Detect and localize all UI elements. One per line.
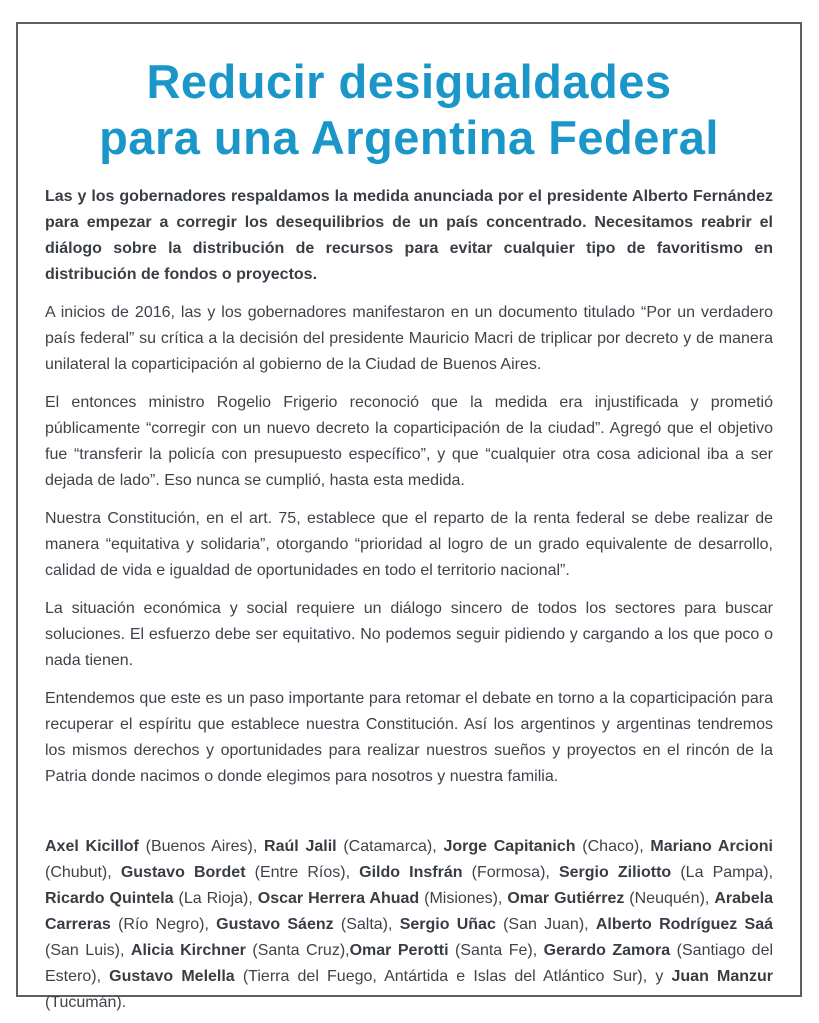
paragraph-entendemos: Entendemos que este es un paso importante para retomar el debate en torno a la coparticipación para recuperar el espíritu que establece nuestra Constitución. Así los argentinos y argentinas tendremos los mismos derechos y oportunidades para realizar nuestros sueños y proyectos en el rincón de la Patria donde nacimos o donde elegimos para nosotros y nuestra familia. [45, 690, 773, 785]
paragraph-intro: Las y los gobernadores respaldamos la medida anunciada por el presidente Alberto Fernández para empezar a corregir los desequilibrios de un país concentrado. Necesitamos reabrir el diálogo sobre la distribución de recursos para evitar cualquier tipo de favoritismo en distribución de fondos o proyectos. [45, 188, 773, 283]
signatory-name: Arabela Carreras [45, 890, 774, 933]
document-title-line1: Reducir desigualdades [146, 55, 672, 108]
signatory-name: Gustavo Melella [109, 968, 235, 985]
signatory-name: Omar Perotti [349, 942, 449, 959]
document-page [16, 22, 802, 1011]
paragraph-constitucion: Nuestra Constitución, en el art. 75, establece que el reparto de la renta federal se debe realizar de manera “equitativa y solidaria”, otorgando “prioridad al logro de un grado equivalente de desarrollo, calidad de vida e igualdad de oportunidades en todo el territorio nacional”. [45, 510, 773, 579]
paragraph-situacion: La situación económica y social requiere un diálogo sincero de todos los sectores para buscar soluciones. El esfuerzo debe ser equitativo. No podemos seguir pidiendo y cargando a los que poco o nada tienen. [45, 600, 773, 669]
signatory-name: Mariano Arcioni [650, 838, 773, 855]
signatory-name: Gildo Insfrán [359, 864, 463, 881]
signatory-name: Alberto Rodríguez Saá [595, 916, 773, 933]
signatory-name: Oscar Herrera Ahuad [257, 890, 420, 907]
signatories-paragraph: Axel Kicillof (Buenos Aires), Raúl Jalil (Catamarca), Jorge Capitanich (Chaco), Mariano Arcioni (Chubut), Gustavo Bordet (Entre Ríos), Gildo Insfrán (Formosa), Sergio Ziliotto (La Pampa), Ricardo Quintela (La Rioja), Oscar Herrera Ahuad (Misiones), Omar Gutiérrez (Neuquén), Arabela Carreras (Río Negro), Gustavo Sáenz (Salta), Sergio Uñac (San Juan), Alberto Rodríguez Saá (San Luis), Alicia Kirchner (Santa Cruz),Omar Perotti (Santa Fe), Gerardo Zamora (Santiago del Estero), Gustavo Melella (Tierra del Fuego, Antártida e Islas del Atlántico Sur), y Juan Manzur (Tucumán). [45, 838, 774, 1011]
signatory-name: Omar Gutiérrez [507, 890, 625, 907]
signatory-name: Axel Kicillof [45, 838, 139, 855]
document-title [45, 54, 773, 166]
signatory-name: Alicia Kirchner [130, 942, 246, 959]
signatory-name: Gerardo Zamora [543, 942, 671, 959]
signatory-name: Gustavo Sáenz [216, 916, 334, 933]
signatory-name: Sergio Uñac [399, 916, 496, 933]
paragraph-frigerio: El entonces ministro Rogelio Frigerio reconoció que la medida era injustificada y prometió públicamente “corregir con un nuevo decreto la coparticipación de la ciudad”. Agregó que el objetivo fue “transferir la policía con presupuesto específico”, y que “cualquier otra cosa adicional iba a ser dejada de lado”. Eso nunca se cumplió, hasta esta medida. [45, 394, 773, 489]
paragraph-2016-document: A inicios de 2016, las y los gobernadores manifestaron en un documento titulado “Por un verdadero país federal” su crítica a la decisión del presidente Mauricio Macri de triplicar por decreto y de manera unilateral la coparticipación al gobierno de la Ciudad de Buenos Aires. [45, 304, 773, 373]
signatory-name: Sergio Ziliotto [558, 864, 672, 881]
signatory-name: Ricardo Quintela [45, 890, 174, 907]
document-title-line2: para una Argentina Federal [99, 111, 719, 164]
signatory-name: Gustavo Bordet [120, 864, 246, 881]
signatory-name: Raúl Jalil [264, 838, 337, 855]
signatory-name: Juan Manzur [671, 968, 773, 985]
signatory-name: Jorge Capitanich [443, 838, 576, 855]
